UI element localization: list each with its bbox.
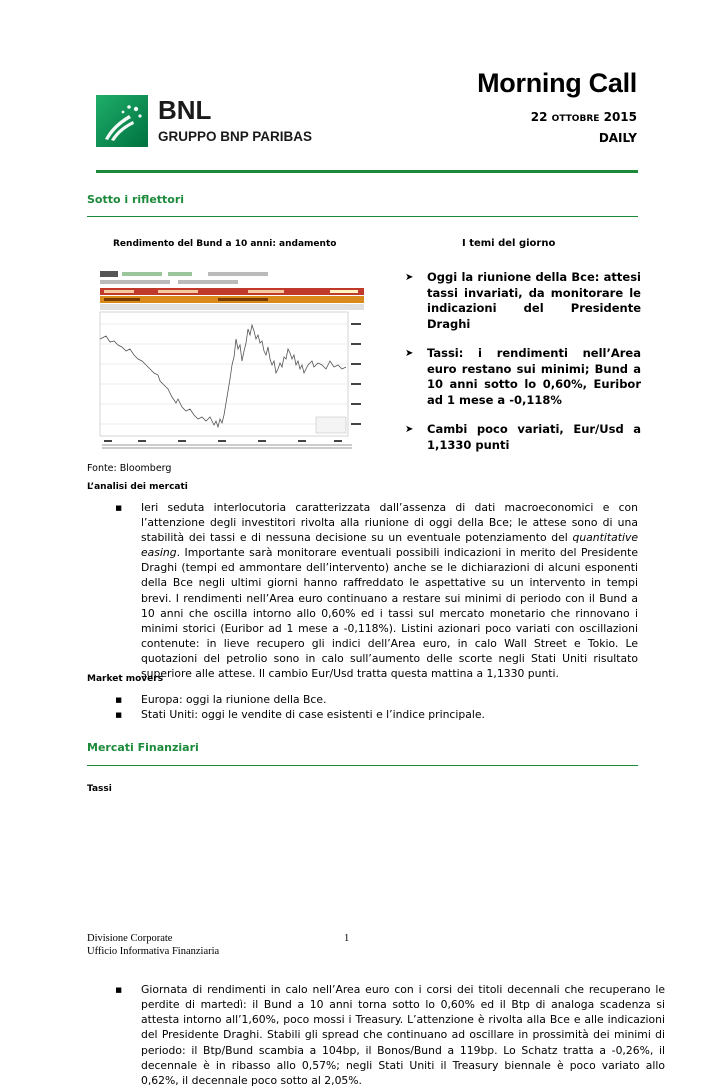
date-day: 22 (530, 110, 548, 124)
rates-heading: Tassi (87, 784, 112, 794)
theme-item (405, 422, 641, 453)
mover-item (115, 692, 615, 707)
section-divider (87, 765, 638, 766)
square-bullet-icon: ▪ (115, 983, 123, 997)
document-frequency: DAILY (598, 131, 637, 145)
rates-text: Giornata di rendimenti in calo nell’Area euro con i corsi dei titoli decennali che recuperano le perdite di martedì: il Bund a 10 anni torna sotto lo 0,60% ed il Btp di analoga scadenza si attesta intorno all’1,60%, poco mossi i Treasury. L’attenzione è rivolta alla Bce e alle indicazioni del Presidente Draghi. Stabili gli spread che continuano ad oscillare in prossimità dei minimi di periodo: il Btp/Bund scambia a 104bp, il Bonos/Bund a 119bp. Lo Schatz tratta a -0,26%, il decennale è in ribasso allo 0,57%; negli Stati Uniti il Treasury biennale è poco variato allo 0,62%, il decennale poco sotto al 2,05%. (141, 983, 665, 1087)
arrow-bullet-icon: ➤ (405, 272, 414, 283)
arrow-bullet-icon: ➤ (405, 348, 414, 359)
chart-caption: Rendimento del Bund a 10 anni: andamento (113, 239, 337, 249)
logo-group-text: GRUPPO BNP PARIBAS (158, 129, 313, 144)
date-month: OTTOBRE (551, 114, 600, 124)
theme-item (405, 346, 641, 408)
footer-division (87, 932, 219, 958)
section-heading-spotlight: Sotto i riflettori (87, 193, 185, 206)
analysis-text-2: . Importante sarà monitorare eventuali possibili indicazioni in merito del Presidente Draghi (tempi ed ammontare dell’intervento) anche se le dichiarazioni di alcuni esponenti della Bce negli ultimi giorni hanno raffreddato le aspettative su un intervento in tempi brevi. I rendimenti nell’Area euro continuano a restare sui minimi di periodo con il Bund a 10 anni che oscilla intorno allo 0,60% ed i tassi sul mercato monetario che rinnovano i minimi storici (Euribor ad 1 mese a -0,118%). Listini azionari poco variati con oscillazioni contenute: in lieve recupero gli indici dell’Area euro, in calo Wall Street e Tokio. Le quotazioni del petrolio sono in calo sull’aumento delle scorte negli Stati Uniti risultato superiore alle attese. Il cambio Eur/Usd tratta questa mattina a 1,1330 punti. (141, 546, 638, 681)
theme-text: Oggi la riunione della Bce: attesi tassi invariati, da monitorare le indicazioni del Presidente Draghi (427, 270, 641, 331)
mover-text: Stati Uniti: oggi le vendite di case esistenti e l’indice principale. (141, 708, 485, 722)
theme-text: Tassi: i rendimenti nell’Area euro restano sui minimi; Bund a 10 anni sotto lo 0,60%, Euribor ad 1 mese a -0,118% (427, 346, 641, 407)
logo-bnl-text: BNL (158, 95, 212, 125)
arrow-bullet-icon: ➤ (405, 424, 414, 435)
page-number: 1 (344, 933, 350, 944)
header-divider (96, 170, 638, 173)
mover-item (115, 707, 615, 722)
mover-text: Europa: oggi la riunione della Bce. (141, 693, 327, 706)
document-date (531, 110, 637, 124)
rates-paragraph (115, 982, 665, 1088)
theme-item (405, 270, 641, 332)
date-year: 2015 (603, 110, 637, 124)
document-title: Morning Call (477, 68, 637, 98)
themes-caption: I temi del giorno (462, 238, 556, 249)
section-heading-markets: Mercati Finanziari (87, 741, 199, 754)
themes-list (405, 270, 641, 467)
bloomberg-terminal-screenshot (98, 269, 364, 451)
theme-text: Cambi poco variati, Eur/Usd a 1,1330 punti (427, 422, 641, 452)
bnl-logo (96, 95, 332, 147)
square-bullet-icon: ▪ (115, 693, 123, 706)
bnl-logo-mark (96, 95, 332, 147)
bund-yield-chart-image (98, 269, 364, 451)
footer-line-1: Divisione Corporate (87, 933, 173, 944)
movers-list (115, 692, 615, 722)
analysis-text-italic: quantitative easing (141, 531, 638, 560)
square-bullet-icon: ▪ (115, 708, 123, 722)
analysis-text-1: Ieri seduta interlocutoria caratterizzata dall’assenza di dati macroeconomici e con l’attenzione degli investitori rivolta alla riunione di oggi della Bce; le attese sono di una stabilità dei tassi e di nessuna decisione su un eventuale potenziamento del (141, 501, 638, 545)
analysis-paragraph (115, 500, 638, 681)
square-bullet-icon: ▪ (115, 501, 123, 514)
footer-line-2: Ufficio Informativa Finanziaria (87, 946, 220, 957)
analysis-heading: L’analisi dei mercati (87, 482, 188, 492)
movers-heading: Market movers (87, 674, 164, 684)
chart-source: Fonte: Bloomberg (87, 463, 172, 474)
section-divider (87, 216, 638, 217)
